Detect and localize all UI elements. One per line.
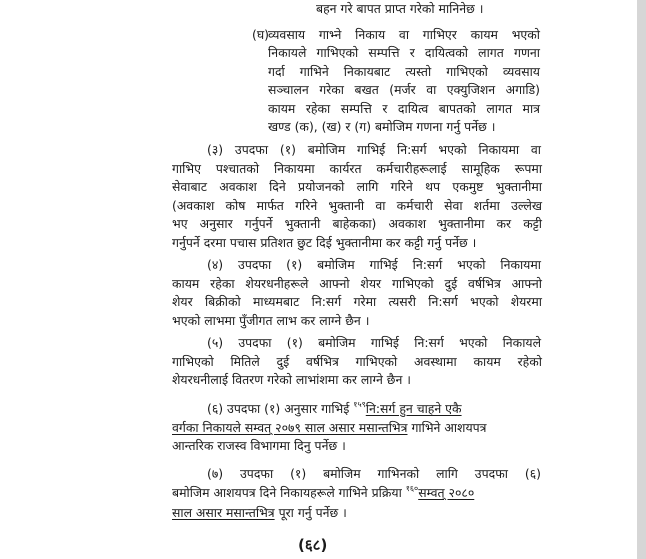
subsection-6-line bbox=[207, 400, 462, 417]
subsection-7-line bbox=[172, 484, 474, 501]
clause-gha-line: निकायले गाभिएको सम्पत्ति र दायित्वको लागत गणना bbox=[268, 45, 540, 60]
page-edge-divider bbox=[637, 0, 646, 559]
subsection-3-line: (अवकाश कोष मार्फत गरिने भुक्तानी वा कर्मचारी सेवा शर्तमा उल्लेख bbox=[172, 198, 542, 213]
clause-gha-label: (घ) bbox=[252, 27, 269, 42]
subsection-4-line: शेयर बिक्रीको माध्यमबाट नि:सर्ग गरेमा त्यसरी नि:सर्ग भएको शेयरमा bbox=[172, 294, 542, 309]
subsection-7-text: बमोजिम आशयपत्र दिने निकायहरूले गाभिने प्रक्रिया bbox=[172, 485, 406, 500]
subsection-3-line: गाभिए पश्चातको निकायमा कार्यरत कर्मचारीहरूलाई सामूहिक रूपमा bbox=[172, 161, 542, 176]
amended-text: सम्वत् २०८० bbox=[418, 485, 475, 500]
subsection-4-line: कायम रहेका शेयरधनीहरूले आफ्नो शेयर गाभिएको दुई वर्षभित्र आफ्नो bbox=[172, 276, 542, 291]
page-number: (६८) bbox=[298, 536, 328, 554]
subsection-6-text: गाभिने आशयपत्र bbox=[407, 420, 487, 435]
subsection-3-line: गर्नुपर्ने दरमा पचास प्रतिशत छुट दिई भुक्तानीमा कर कट्टी गर्नु पर्नेछ । bbox=[172, 235, 477, 250]
clause-gha-line: व्यवसाय गाभ्ने निकाय वा गाभिएर कायम भएको bbox=[268, 27, 540, 42]
subsection-7-line: (७) उपदफा (१) बमोजिम गाभिनको लागि उपदफा (६) bbox=[207, 466, 541, 481]
subsection-4-line: (४) उपदफा (१) बमोजिम गाभिई नि:सर्ग भएको निकायमा bbox=[207, 257, 541, 272]
clause-gha-line: कायम रहेका सम्पत्ति र दायित्व बापतको लागत मात्र bbox=[268, 101, 540, 116]
subsection-7-line bbox=[172, 504, 347, 521]
subsection-5-line: (५) उपदफा (१) बमोजिम गाभिई नि:सर्ग भएको निकायले bbox=[207, 335, 541, 350]
subsection-7-text: पूरा गर्नु पर्नेछ । bbox=[274, 505, 347, 520]
subsection-5-line: शेयरधनीलाई वितरण गरेको लाभांशमा कर लाग्ने छैन । bbox=[172, 372, 411, 387]
clause-gha-line: गर्दा गाभिने निकायबाट त्यस्तो गाभिएको व्यवसाय bbox=[268, 64, 540, 79]
amended-text: नि:सर्ग हुन चाहने एकै bbox=[365, 401, 462, 416]
subsection-3-line: (३) उपदफा (१) बमोजिम गाभिई नि:सर्ग भएको निकायमा वा bbox=[207, 142, 541, 157]
footnote-ref-160: १६० bbox=[405, 484, 419, 493]
subsection-4-line: भएको लाभमा पुँजीगत लाभ कर लाग्ने छैन । bbox=[172, 313, 370, 328]
clause-gha-line: खण्ड (क), (ख) र (ग) बमोजिम गणना गर्नु पर्नेछ । bbox=[268, 119, 496, 134]
subsection-6-line: आन्तरिक राजस्व विभागमा दिनु पर्नेछ । bbox=[172, 438, 346, 453]
subsection-6-text: (६) उपदफा (१) अनुसार गाभिई bbox=[207, 401, 354, 416]
amended-text: वर्गका निकायले सम्वत् २०७९ साल असार मसान्तभित्र bbox=[172, 420, 408, 435]
subsection-6-line bbox=[172, 419, 487, 436]
subsection-5-line: गाभिएको मितिले दुई वर्षभित्र गाभिएको अवस्थामा कायम रहेको bbox=[172, 354, 542, 369]
clause-gha-line: सञ्चालन गरेका बखत (मर्जर वा एक्युजिशन अगाडि) bbox=[268, 82, 540, 97]
continuation-line: बहन गरे बापत प्राप्त गरेको मानिनेछ । bbox=[316, 1, 484, 16]
amended-text: साल असार मसान्तभित्र bbox=[172, 505, 275, 520]
footnote-ref-159: १५९ bbox=[353, 400, 366, 409]
subsection-3-line: भए अनुसार गर्नुपर्ने भुक्तानी बाहेकका) अवकाश भुक्तानीमा कर कट्टी bbox=[172, 216, 542, 231]
subsection-3-line: सेवाबाट अवकाश दिने प्रयोजनको लागि गरिने थप एकमुष्ट भुक्तानीमा bbox=[172, 179, 542, 194]
